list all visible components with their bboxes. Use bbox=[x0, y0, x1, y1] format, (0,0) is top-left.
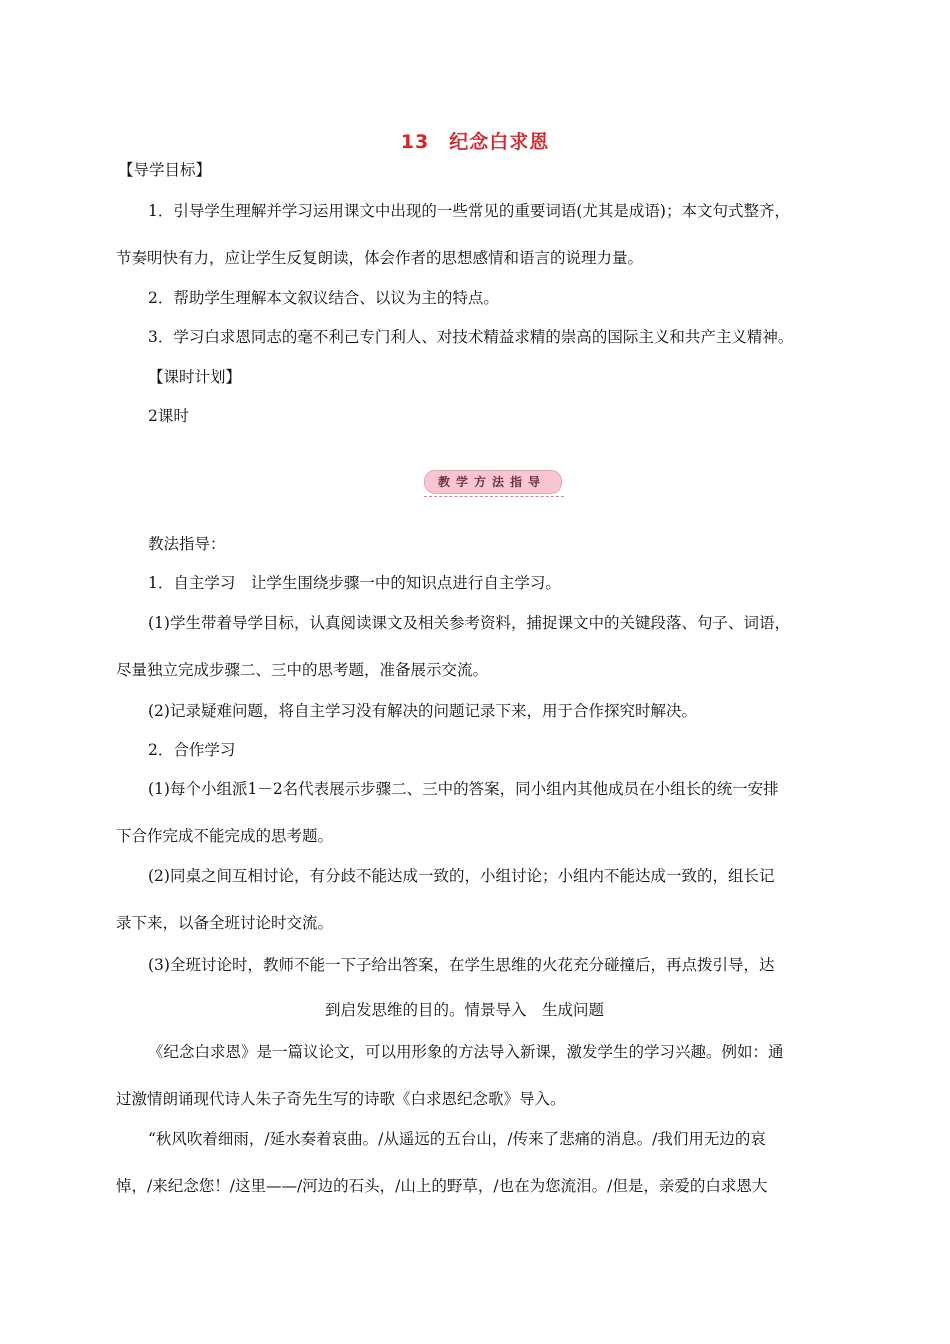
method-line-9: 录下来，以备全班讨论时交流。 bbox=[116, 914, 334, 932]
intro-line-1: 《纪念白求恩》是一篇议论文，可以用形象的方法导入新课，激发学生的学习兴趣。例如：通 bbox=[148, 1043, 784, 1061]
method-line-11: 到启发思维的目的。情景导入 生成问题 bbox=[325, 1001, 605, 1019]
goals-line-2: 节奏明快有力，应让学生反复朗读，体会作者的思想感情和语言的说理力量。 bbox=[116, 249, 644, 267]
method-line-6: (1)每个小组派1－2名代表展示步骤二、三中的答案，同小组内其他成员在小组长的统一安排 bbox=[148, 780, 779, 798]
method-line-10: (3)全班讨论时，教师不能一下子给出答案，在学生思维的火花充分碰撞后，再点拨引导，达 bbox=[148, 956, 775, 974]
goals-line-1: 1．引导学生理解并学习运用课文中出现的一些常见的重要词语(尤其是成语)；本文句式整齐， bbox=[148, 202, 790, 220]
goals-line-3: 2．帮助学生理解本文叙议结合、以议为主的特点。 bbox=[148, 289, 499, 307]
intro-line-3: “秋风吹着细雨，/延水奏着哀曲。/从遥远的五台山，/传来了悲痛的消息。/我们用无边的哀 bbox=[148, 1130, 766, 1148]
plan-text: 2课时 bbox=[148, 407, 189, 425]
method-line-2: (1)学生带着导学目标，认真阅读课文及相关参考资料，捕捉课文中的关键段落、句子、词语， bbox=[148, 614, 790, 632]
method-intro: 教法指导： bbox=[148, 535, 226, 553]
intro-line-4: 悼，/来纪念您！/这里——/河边的石头，/山上的野草，/也在为您流泪。/但是，亲爱的白求恩大 bbox=[116, 1177, 768, 1195]
page-title: 13 纪念白求恩 bbox=[400, 131, 550, 153]
method-banner bbox=[420, 468, 566, 498]
method-line-8: (2)同桌之间互相讨论，有分歧不能达成一致的，小组讨论；小组内不能达成一致的，组长记 bbox=[148, 867, 775, 885]
method-line-1: 1．自主学习 让学生围绕步骤一中的知识点进行自主学习。 bbox=[148, 574, 561, 592]
banner-divider bbox=[424, 496, 564, 497]
banner-label: 教学方法指导 bbox=[437, 475, 546, 489]
intro-line-2: 过激情朗诵现代诗人朱子奇先生写的诗歌《白求恩纪念歌》导入。 bbox=[116, 1090, 566, 1108]
plan-heading: 【课时计划】 bbox=[148, 368, 242, 386]
goals-heading: 【导学目标】 bbox=[118, 161, 212, 179]
method-line-3: 尽量独立完成步骤二、三中的思考题，准备展示交流。 bbox=[116, 661, 489, 679]
goals-line-4: 3．学习白求恩同志的毫不利己专门利人、对技术精益求精的崇高的国际主义和共产主义精神。 bbox=[148, 328, 794, 346]
method-line-7: 下合作完成不能完成的思考题。 bbox=[116, 827, 334, 845]
method-line-5: 2．合作学习 bbox=[148, 741, 236, 759]
method-line-4: (2)记录疑难问题，将自主学习没有解决的问题记录下来，用于合作探究时解决。 bbox=[148, 702, 697, 720]
